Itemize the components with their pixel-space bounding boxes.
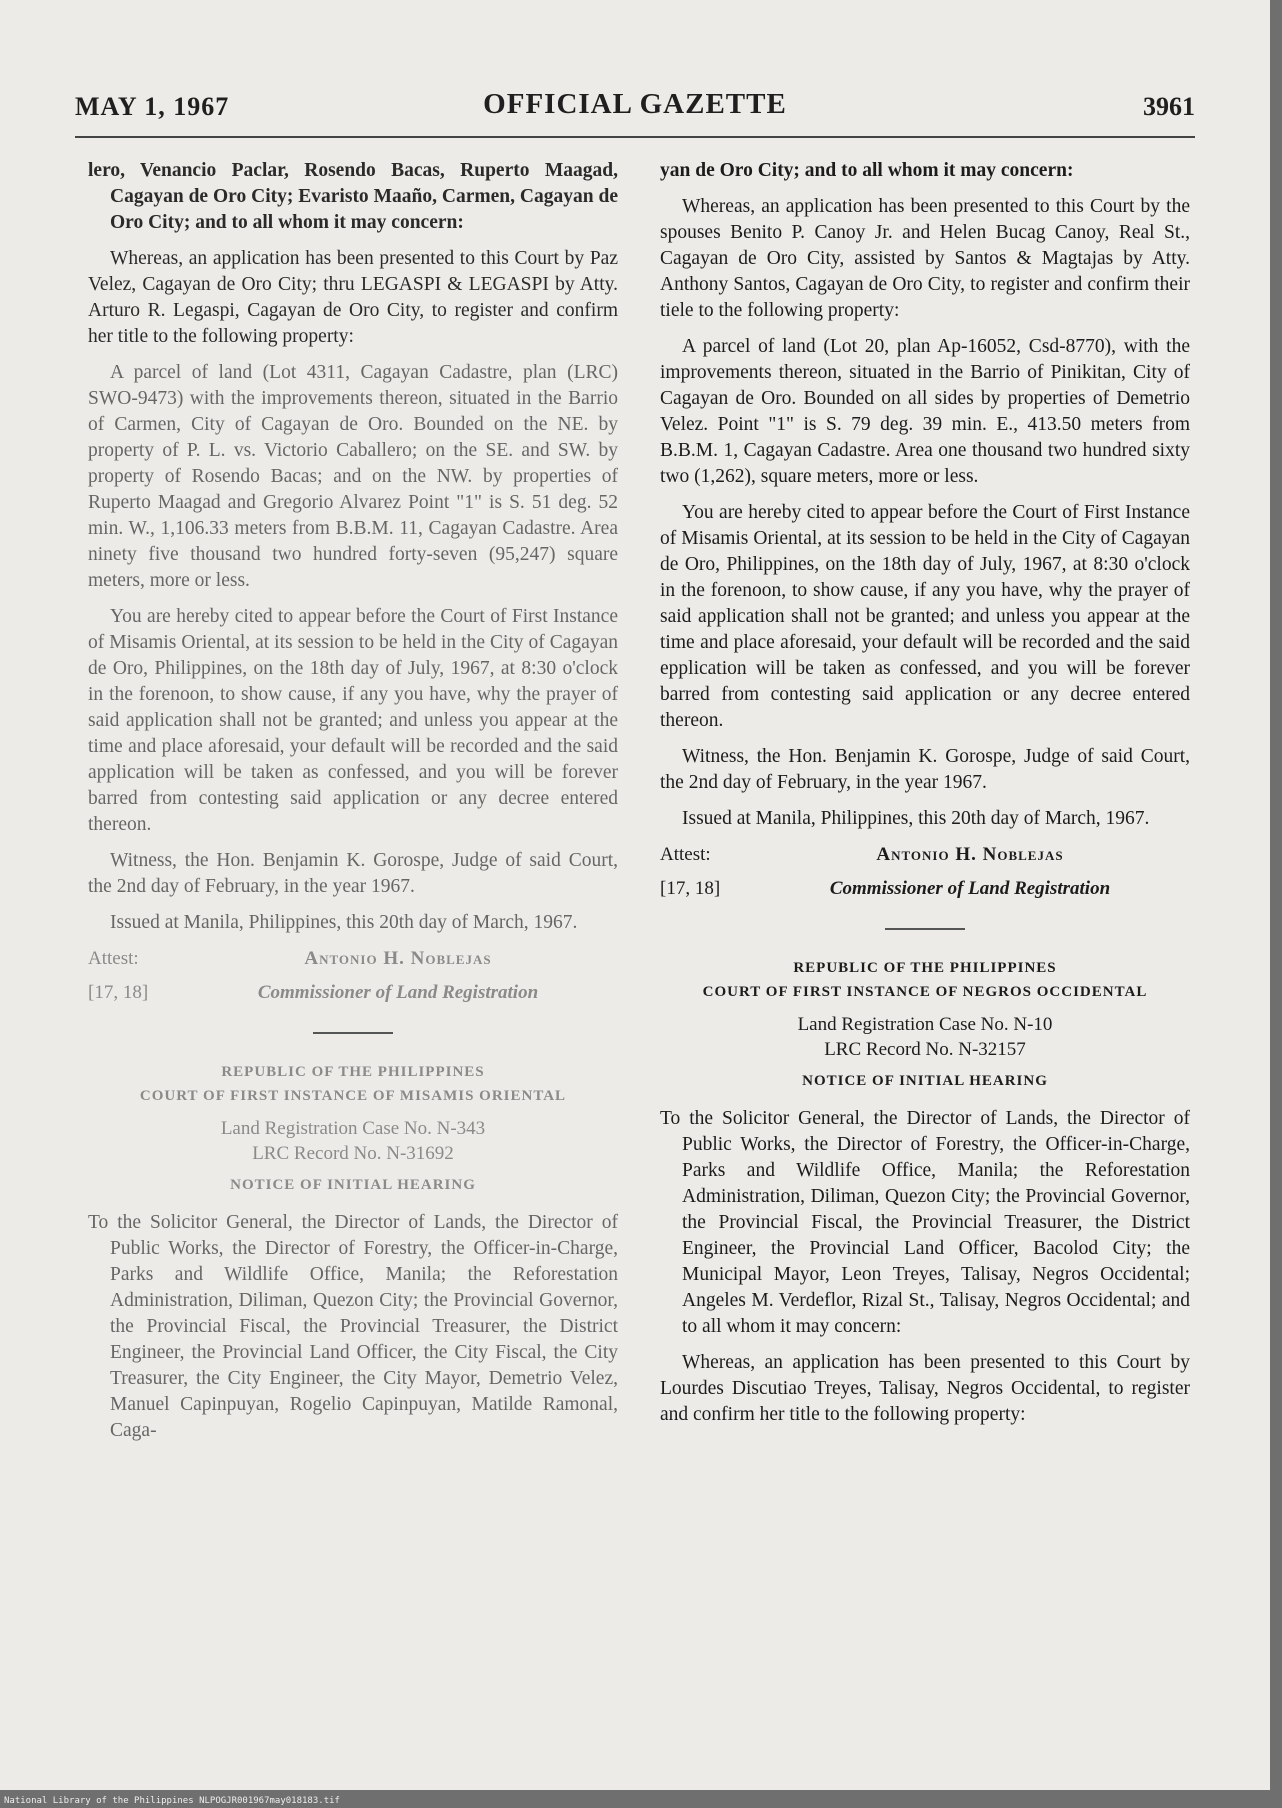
notice-heading: NOTICE OF INITIAL HEARING: [230, 1177, 476, 1193]
right-whereas-2: Whereas, an application has been presented to this Court by Lourdes Discutiao Treyes, Talisay, Negros Occidental, to register and confirm her title to the following property:: [660, 1352, 1190, 1425]
left-citation: You are hereby cited to appear before the Court of First Instance of Misamis Oriental, at its session to be held in the City of Cagayan de Oro, Philippines, on the 18th day of July, 1967, at 8:30 o'clock in the forenoon, to show cause, if any you have, why the prayer of said application shall not be granted; and unless you appear at the time and place aforesaid, your default will be recorded and the said application will be taken as confessed, and you will be forever barred from contesting said application or any decree entered thereon.: [88, 606, 618, 835]
left-property: A parcel of land (Lot 4311, Cagayan Cadastre, plan (LRC) SWO-9473) with the improvements thereon, situated in the Barrio of Carmen, City of Cagayan de Oro. Bounded on the NE. by property of P. L. vs. Victorio Caballero; on the SE. and SW. by property of Rosendo Bacas; and on the NW. by properties of Ruperto Maagad and Gregorio Alvarez Point "1" is S. 51 deg. 52 min. W., 1,106.33 meters from B.B.M. 11, Cagayan Cadastre. Area ninety five thousand two hundred forty-seven (95,247) square meters, more or less.: [88, 362, 618, 591]
left-column: [88, 158, 618, 1454]
case-number: Land Registration Case No. N-10: [797, 1014, 1053, 1035]
court-heading: COURT OF FIRST INSTANCE OF NEGROS OCCIDENTAL: [702, 984, 1148, 1000]
attest-label: Attest:: [660, 844, 711, 865]
left-issued: Issued at Manila, Philippines, this 20th day of March, 1967.: [110, 912, 578, 933]
left-addressees: To the Solicitor General, the Director of Lands, the Director of Public Works, the Director of Forestry, the Officer-in-Charge, Parks and Wildlife Office, Manila; the Reforestation Administration, Diliman, Quezon City; the Provincial Governor, the Provincial Fiscal, the Provincial Treasurer, the District Engineer, the Provincial Land Officer, the City Fiscal, the City Treasurer, the City Engineer, the City Mayor, Demetrio Velez, Manuel Capinpuyan, Rogelio Capinpuyan, Matilde Ramonal, Caga-: [88, 1212, 618, 1441]
scan-footer: National Library of the Philippines NLPOGJR001967may018183.tif: [4, 1796, 340, 1806]
right-signature-title: [660, 876, 1190, 902]
section-divider: [313, 1032, 393, 1034]
right-citation: You are hereby cited to appear before the Court of First Instance of Misamis Oriental, at its session to be held in the City of Cagayan de Oro, Philippines, on the 18th day of July, 1967, at 8:30 o'clock in the forenoon, to show cause, if any you have, why the prayer of said application shall not be granted; and unless you appear at the time and place aforesaid, your default will be recorded and the said epplication will be taken as confessed, and you will be forever barred from contesting said application or any decree entered thereon.: [660, 502, 1190, 731]
signer-name: Antonio H. Noblejas: [876, 844, 1064, 865]
record-number: LRC Record No. N-32157: [824, 1039, 1026, 1060]
left-whereas: Whereas, an application has been presented to this Court by Paz Velez, Cagayan de Oro City; thru LEGASPI & LEGASPI by Atty. Arturo R. Legaspi, Cagayan de Oro City, to register and confirm her title to the following property:: [88, 248, 618, 347]
signer-name: Antonio H. Noblejas: [304, 948, 492, 969]
right-whereas: Whereas, an application has been presented to this Court by the spouses Benito P. Canoy Jr. and Helen Bucag Canoy, Real St., Cagayan de Oro City, assisted by Santos & Magtajas by Atty. Anthony Santos, Cagayan de Oro City, to register and confirm their tiele to the following property:: [660, 196, 1190, 321]
right-signature: [660, 842, 1190, 868]
record-number: LRC Record No. N-31692: [252, 1143, 454, 1164]
attest-label: Attest:: [88, 948, 139, 969]
signer-title: Commissioner of Land Registration: [829, 878, 1111, 899]
left-witness: Witness, the Hon. Benjamin K. Gorospe, Judge of said Court, the 2nd day of February, in the year 1967.: [88, 850, 618, 897]
page-number: 3961: [1143, 92, 1195, 121]
court-heading: COURT OF FIRST INSTANCE OF MISAMIS ORIENTAL: [139, 1088, 567, 1104]
right-addressees-cont: yan de Oro City; and to all whom it may concern:: [660, 160, 1074, 181]
header-date: MAY 1, 1967: [75, 92, 230, 121]
right-case-info: [660, 1012, 1190, 1062]
republic-heading: REPUBLIC OF THE PHILIPPINES: [221, 1064, 485, 1080]
left-addressees-cont: lero, Venancio Paclar, Rosendo Bacas, Ruperto Maagad, Cagayan de Oro City; Evaristo Maaño, Carmen, Cagayan de Oro City; and to all whom it may concern:: [88, 160, 618, 233]
issue-ref: [17, 18]: [88, 982, 149, 1003]
signer-title: Commissioner of Land Registration: [257, 982, 539, 1003]
header-rule: [75, 136, 1195, 138]
right-witness: Witness, the Hon. Benjamin K. Gorospe, Judge of said Court, the 2nd day of February, in the year 1967.: [660, 746, 1190, 793]
issue-ref: [17, 18]: [660, 878, 721, 899]
right-column: [660, 158, 1190, 1438]
notice-heading: NOTICE OF INITIAL HEARING: [802, 1073, 1048, 1089]
page-header: [75, 88, 1195, 128]
republic-heading: REPUBLIC OF THE PHILIPPINES: [793, 960, 1057, 976]
section-divider: [885, 928, 965, 930]
publication-title: OFFICIAL GAZETTE: [483, 88, 787, 120]
right-property: A parcel of land (Lot 20, plan Ap-16052, Csd-8770), with the improvements thereon, situated in the Barrio of Pinikitan, City of Cagayan de Oro. Bounded on all sides by properties of Demetrio Velez. Point "1" is S. 79 deg. 39 min. E., 413.50 meters from B.B.M. 1, Cagayan Cadastre. Area one thousand two hundred sixty two (1,262), square meters, more or less.: [660, 336, 1190, 487]
right-court-heading: [660, 956, 1190, 1004]
left-court-heading: [88, 1060, 618, 1108]
left-case-info: [88, 1116, 618, 1166]
case-number: Land Registration Case No. N-343: [220, 1118, 486, 1139]
left-signature: [88, 946, 618, 972]
right-addressees: To the Solicitor General, the Director of Lands, the Director of Public Works, the Director of Forestry, the Officer-in-Charge, Parks and Wildlife Office, Manila; the Reforestation Administration, Diliman, Quezon City; the Provincial Governor, the Provincial Fiscal, the Provincial Treasurer, the District Engineer, the Provincial Land Officer, Bacolod City; the Municipal Mayor, Leon Treyes, Talisay, Negros Occidental; Angeles M. Verdeflor, Rizal St., Talisay, Negros Occidental; and to all whom it may concern:: [660, 1108, 1190, 1337]
right-issued: Issued at Manila, Philippines, this 20th day of March, 1967.: [682, 808, 1150, 829]
left-signature-title: [88, 980, 618, 1006]
